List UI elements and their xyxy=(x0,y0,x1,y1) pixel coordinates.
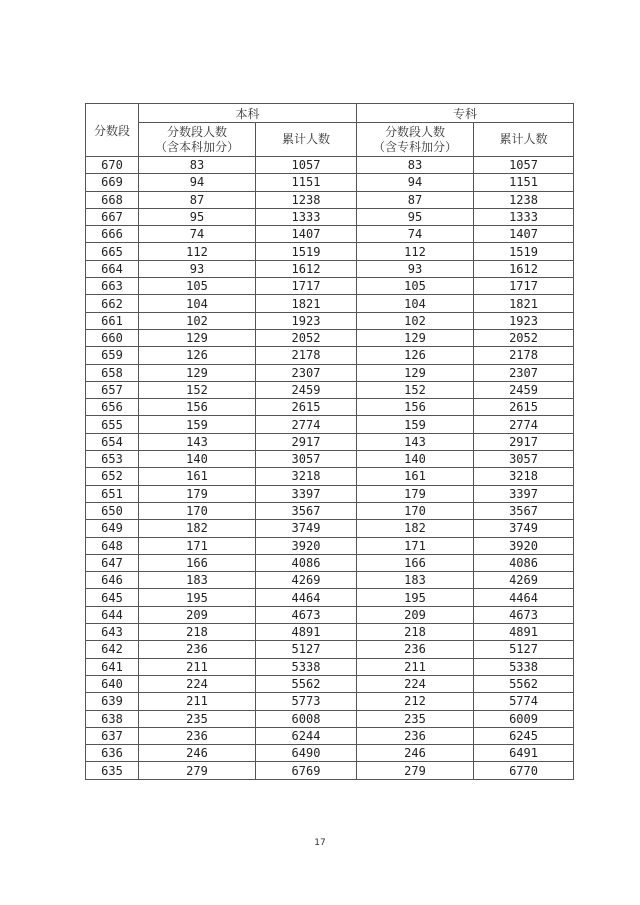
zhuanke-group-header: 专科 xyxy=(357,104,574,123)
zhuanke-count-cell: 170 xyxy=(357,502,474,519)
benke-cumulative-cell: 1057 xyxy=(256,157,357,174)
score-cell: 658 xyxy=(86,364,139,381)
zhuanke-cumulative-cell: 3397 xyxy=(474,485,574,502)
benke-count-cell: 129 xyxy=(139,364,256,381)
score-cell: 637 xyxy=(86,727,139,744)
score-cell: 657 xyxy=(86,381,139,398)
benke-count-cell: 179 xyxy=(139,485,256,502)
benke-cumulative-header: 累计人数 xyxy=(256,123,357,157)
benke-count-cell: 140 xyxy=(139,451,256,468)
zhuanke-cumulative-cell: 1717 xyxy=(474,278,574,295)
benke-count-cell: 159 xyxy=(139,416,256,433)
score-cell: 641 xyxy=(86,658,139,675)
benke-count-cell: 129 xyxy=(139,329,256,346)
zhuanke-count-cell: 104 xyxy=(357,295,474,312)
score-cell: 653 xyxy=(86,451,139,468)
benke-cumulative-cell: 1923 xyxy=(256,312,357,329)
zhuanke-cumulative-cell: 2459 xyxy=(474,381,574,398)
score-cell: 664 xyxy=(86,260,139,277)
benke-cumulative-cell: 4464 xyxy=(256,589,357,606)
zhuanke-cumulative-cell: 4086 xyxy=(474,554,574,571)
table-row xyxy=(86,243,574,260)
zhuanke-count-cell: 94 xyxy=(357,174,474,191)
zhuanke-cumulative-cell: 6770 xyxy=(474,762,574,779)
benke-count-cell: 126 xyxy=(139,347,256,364)
score-cell: 647 xyxy=(86,554,139,571)
zhuanke-cumulative-cell: 6009 xyxy=(474,710,574,727)
benke-cumulative-cell: 6490 xyxy=(256,745,357,762)
benke-cumulative-cell: 2307 xyxy=(256,364,357,381)
zhuanke-count-cell: 212 xyxy=(357,693,474,710)
zhuanke-count-header-line2: （含专科加分） xyxy=(373,139,458,154)
table-row xyxy=(86,278,574,295)
zhuanke-cumulative-cell: 2178 xyxy=(474,347,574,364)
benke-count-cell: 93 xyxy=(139,260,256,277)
benke-count-cell: 94 xyxy=(139,174,256,191)
table-row xyxy=(86,624,574,641)
zhuanke-count-cell: 140 xyxy=(357,451,474,468)
score-cell: 668 xyxy=(86,191,139,208)
table-row xyxy=(86,658,574,675)
benke-cumulative-cell: 3920 xyxy=(256,537,357,554)
benke-cumulative-cell: 3749 xyxy=(256,520,357,537)
zhuanke-cumulative-cell: 2917 xyxy=(474,433,574,450)
zhuanke-count-cell: 183 xyxy=(357,572,474,589)
benke-count-cell: 211 xyxy=(139,693,256,710)
score-cell: 648 xyxy=(86,537,139,554)
score-cell: 652 xyxy=(86,468,139,485)
table-row xyxy=(86,589,574,606)
score-cell: 662 xyxy=(86,295,139,312)
score-cell: 635 xyxy=(86,762,139,779)
benke-cumulative-cell: 1238 xyxy=(256,191,357,208)
table-row xyxy=(86,727,574,744)
header-row-1 xyxy=(86,104,574,123)
zhuanke-count-cell: 87 xyxy=(357,191,474,208)
benke-count-cell: 246 xyxy=(139,745,256,762)
benke-count-cell: 74 xyxy=(139,226,256,243)
benke-cumulative-cell: 5773 xyxy=(256,693,357,710)
benke-count-cell: 279 xyxy=(139,762,256,779)
score-cell: 650 xyxy=(86,502,139,519)
table-row xyxy=(86,208,574,225)
benke-count-cell: 83 xyxy=(139,157,256,174)
benke-count-cell: 112 xyxy=(139,243,256,260)
score-cell: 670 xyxy=(86,157,139,174)
zhuanke-cumulative-cell: 1057 xyxy=(474,157,574,174)
score-column-header: 分数段 xyxy=(86,104,139,157)
benke-cumulative-cell: 6244 xyxy=(256,727,357,744)
score-cell: 667 xyxy=(86,208,139,225)
header-row-2 xyxy=(86,123,574,157)
table-row xyxy=(86,520,574,537)
benke-cumulative-cell: 4086 xyxy=(256,554,357,571)
zhuanke-count-cell: 83 xyxy=(357,157,474,174)
zhuanke-count-cell: 211 xyxy=(357,658,474,675)
zhuanke-count-cell: 236 xyxy=(357,641,474,658)
benke-count-cell: 195 xyxy=(139,589,256,606)
benke-count-cell: 171 xyxy=(139,537,256,554)
benke-cumulative-cell: 1821 xyxy=(256,295,357,312)
table-row xyxy=(86,693,574,710)
benke-count-cell: 182 xyxy=(139,520,256,537)
zhuanke-count-cell: 161 xyxy=(357,468,474,485)
zhuanke-cumulative-cell: 1238 xyxy=(474,191,574,208)
benke-count-cell: 152 xyxy=(139,381,256,398)
table-row xyxy=(86,260,574,277)
zhuanke-cumulative-cell: 3567 xyxy=(474,502,574,519)
benke-count-cell: 235 xyxy=(139,710,256,727)
zhuanke-count-cell: 182 xyxy=(357,520,474,537)
zhuanke-cumulative-cell: 1407 xyxy=(474,226,574,243)
table-body xyxy=(86,157,574,780)
benke-count-cell: 224 xyxy=(139,675,256,692)
zhuanke-cumulative-cell: 4891 xyxy=(474,624,574,641)
benke-cumulative-cell: 1333 xyxy=(256,208,357,225)
zhuanke-count-cell: 112 xyxy=(357,243,474,260)
zhuanke-count-cell: 129 xyxy=(357,329,474,346)
table-row xyxy=(86,468,574,485)
score-cell: 666 xyxy=(86,226,139,243)
benke-count-cell: 209 xyxy=(139,606,256,623)
benke-count-cell: 105 xyxy=(139,278,256,295)
zhuanke-cumulative-cell: 5774 xyxy=(474,693,574,710)
score-cell: 660 xyxy=(86,329,139,346)
table-row xyxy=(86,295,574,312)
zhuanke-count-cell: 279 xyxy=(357,762,474,779)
zhuanke-cumulative-cell: 3920 xyxy=(474,537,574,554)
benke-cumulative-cell: 4891 xyxy=(256,624,357,641)
score-cell: 644 xyxy=(86,606,139,623)
zhuanke-cumulative-cell: 1151 xyxy=(474,174,574,191)
score-cell: 651 xyxy=(86,485,139,502)
benke-cumulative-cell: 1717 xyxy=(256,278,357,295)
zhuanke-count-cell: 159 xyxy=(357,416,474,433)
score-cell: 639 xyxy=(86,693,139,710)
benke-count-header-line2: （含本科加分） xyxy=(154,139,239,154)
zhuanke-count-cell: 102 xyxy=(357,312,474,329)
zhuanke-count-cell: 246 xyxy=(357,745,474,762)
score-cell: 655 xyxy=(86,416,139,433)
benke-cumulative-cell: 5562 xyxy=(256,675,357,692)
benke-count-cell: 161 xyxy=(139,468,256,485)
zhuanke-count-cell: 171 xyxy=(357,537,474,554)
zhuanke-count-cell: 156 xyxy=(357,399,474,416)
zhuanke-count-cell: 218 xyxy=(357,624,474,641)
benke-count-header-line1: 分数段人数 xyxy=(166,124,227,139)
table-row xyxy=(86,347,574,364)
score-cell: 640 xyxy=(86,675,139,692)
zhuanke-count-cell: 126 xyxy=(357,347,474,364)
benke-cumulative-cell: 1519 xyxy=(256,243,357,260)
score-cell: 638 xyxy=(86,710,139,727)
table-row xyxy=(86,572,574,589)
score-cell: 643 xyxy=(86,624,139,641)
benke-cumulative-cell: 3057 xyxy=(256,451,357,468)
zhuanke-count-cell: 209 xyxy=(357,606,474,623)
benke-count-cell: 104 xyxy=(139,295,256,312)
zhuanke-count-cell: 236 xyxy=(357,727,474,744)
score-cell: 649 xyxy=(86,520,139,537)
benke-count-cell: 218 xyxy=(139,624,256,641)
benke-cumulative-cell: 6769 xyxy=(256,762,357,779)
benke-cumulative-cell: 3567 xyxy=(256,502,357,519)
zhuanke-cumulative-cell: 3218 xyxy=(474,468,574,485)
score-cell: 665 xyxy=(86,243,139,260)
benke-count-cell: 183 xyxy=(139,572,256,589)
table-row xyxy=(86,554,574,571)
zhuanke-count-header xyxy=(357,123,474,157)
zhuanke-count-header-line1: 分数段人数 xyxy=(385,124,446,139)
zhuanke-cumulative-cell: 1519 xyxy=(474,243,574,260)
benke-count-cell: 236 xyxy=(139,727,256,744)
benke-cumulative-cell: 4673 xyxy=(256,606,357,623)
benke-count-header xyxy=(139,123,256,157)
benke-count-cell: 170 xyxy=(139,502,256,519)
zhuanke-cumulative-cell: 2307 xyxy=(474,364,574,381)
table-row xyxy=(86,312,574,329)
score-cell: 646 xyxy=(86,572,139,589)
table-row xyxy=(86,399,574,416)
benke-cumulative-cell: 2052 xyxy=(256,329,357,346)
benke-cumulative-cell: 3397 xyxy=(256,485,357,502)
table-row xyxy=(86,226,574,243)
zhuanke-count-cell: 143 xyxy=(357,433,474,450)
benke-cumulative-cell: 1612 xyxy=(256,260,357,277)
table-row xyxy=(86,710,574,727)
table-row xyxy=(86,502,574,519)
zhuanke-cumulative-cell: 1923 xyxy=(474,312,574,329)
table-row xyxy=(86,762,574,779)
benke-cumulative-cell: 2774 xyxy=(256,416,357,433)
zhuanke-count-cell: 93 xyxy=(357,260,474,277)
benke-cumulative-cell: 5127 xyxy=(256,641,357,658)
zhuanke-cumulative-cell: 5338 xyxy=(474,658,574,675)
zhuanke-count-cell: 235 xyxy=(357,710,474,727)
benke-cumulative-cell: 2917 xyxy=(256,433,357,450)
benke-cumulative-cell: 1407 xyxy=(256,226,357,243)
zhuanke-cumulative-cell: 4464 xyxy=(474,589,574,606)
benke-count-cell: 236 xyxy=(139,641,256,658)
zhuanke-cumulative-cell: 2774 xyxy=(474,416,574,433)
zhuanke-cumulative-cell: 2615 xyxy=(474,399,574,416)
zhuanke-cumulative-header: 累计人数 xyxy=(474,123,574,157)
page-number: 17 xyxy=(314,838,326,848)
table-row xyxy=(86,174,574,191)
table-row xyxy=(86,641,574,658)
benke-count-cell: 102 xyxy=(139,312,256,329)
zhuanke-count-cell: 152 xyxy=(357,381,474,398)
zhuanke-cumulative-cell: 6245 xyxy=(474,727,574,744)
benke-cumulative-cell: 2615 xyxy=(256,399,357,416)
zhuanke-count-cell: 129 xyxy=(357,364,474,381)
score-cell: 636 xyxy=(86,745,139,762)
table-row xyxy=(86,157,574,174)
benke-cumulative-cell: 3218 xyxy=(256,468,357,485)
benke-cumulative-cell: 2459 xyxy=(256,381,357,398)
table-row xyxy=(86,416,574,433)
score-cell: 656 xyxy=(86,399,139,416)
benke-cumulative-cell: 6008 xyxy=(256,710,357,727)
table-row xyxy=(86,537,574,554)
zhuanke-cumulative-cell: 2052 xyxy=(474,329,574,346)
zhuanke-cumulative-cell: 3057 xyxy=(474,451,574,468)
zhuanke-cumulative-cell: 6491 xyxy=(474,745,574,762)
benke-count-cell: 143 xyxy=(139,433,256,450)
benke-cumulative-cell: 4269 xyxy=(256,572,357,589)
benke-count-cell: 211 xyxy=(139,658,256,675)
table-row xyxy=(86,191,574,208)
benke-count-cell: 156 xyxy=(139,399,256,416)
score-cell: 663 xyxy=(86,278,139,295)
benke-count-cell: 166 xyxy=(139,554,256,571)
zhuanke-count-cell: 166 xyxy=(357,554,474,571)
benke-cumulative-cell: 5338 xyxy=(256,658,357,675)
table-row xyxy=(86,364,574,381)
zhuanke-cumulative-cell: 4673 xyxy=(474,606,574,623)
table-row xyxy=(86,381,574,398)
score-cell: 642 xyxy=(86,641,139,658)
zhuanke-count-cell: 95 xyxy=(357,208,474,225)
table-row xyxy=(86,606,574,623)
table-row xyxy=(86,485,574,502)
zhuanke-count-cell: 179 xyxy=(357,485,474,502)
benke-cumulative-cell: 1151 xyxy=(256,174,357,191)
zhuanke-cumulative-cell: 1821 xyxy=(474,295,574,312)
table-row xyxy=(86,433,574,450)
score-cell: 669 xyxy=(86,174,139,191)
score-cell: 654 xyxy=(86,433,139,450)
zhuanke-count-cell: 195 xyxy=(357,589,474,606)
zhuanke-cumulative-cell: 4269 xyxy=(474,572,574,589)
benke-count-cell: 87 xyxy=(139,191,256,208)
zhuanke-cumulative-cell: 3749 xyxy=(474,520,574,537)
score-cell: 645 xyxy=(86,589,139,606)
score-distribution-table xyxy=(85,103,574,780)
zhuanke-cumulative-cell: 1333 xyxy=(474,208,574,225)
score-cell: 661 xyxy=(86,312,139,329)
table-row xyxy=(86,745,574,762)
zhuanke-cumulative-cell: 5562 xyxy=(474,675,574,692)
table-row xyxy=(86,675,574,692)
zhuanke-count-cell: 224 xyxy=(357,675,474,692)
table-row xyxy=(86,329,574,346)
zhuanke-cumulative-cell: 1612 xyxy=(474,260,574,277)
table-row xyxy=(86,451,574,468)
zhuanke-cumulative-cell: 5127 xyxy=(474,641,574,658)
benke-cumulative-cell: 2178 xyxy=(256,347,357,364)
zhuanke-count-cell: 74 xyxy=(357,226,474,243)
score-cell: 659 xyxy=(86,347,139,364)
benke-group-header: 本科 xyxy=(139,104,357,123)
zhuanke-count-cell: 105 xyxy=(357,278,474,295)
benke-count-cell: 95 xyxy=(139,208,256,225)
